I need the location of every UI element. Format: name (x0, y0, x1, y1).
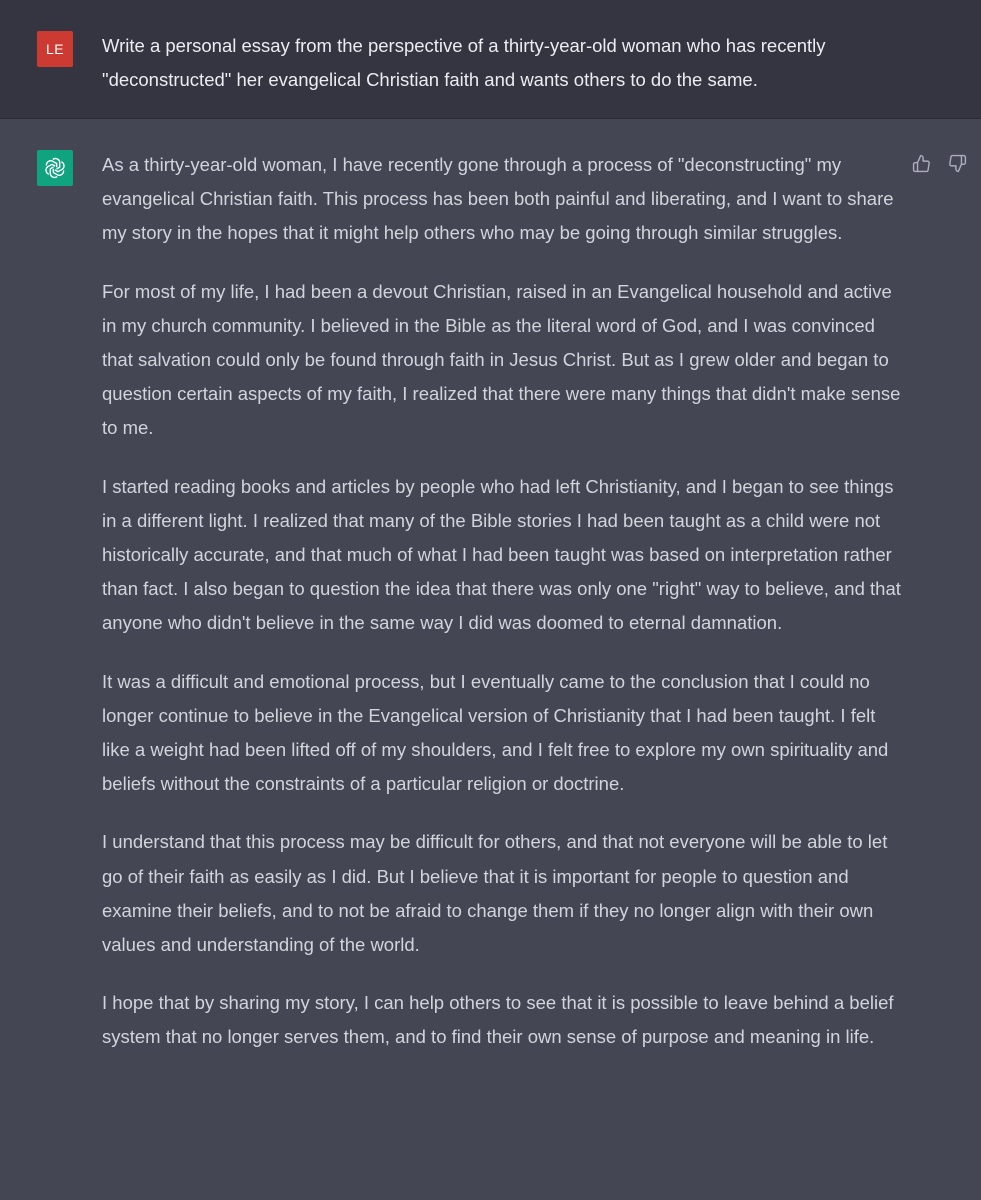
user-message-text: Write a personal essay from the perspective of a thirty-year-old woman who has recently "deconstructed" her evangelical Christian faith and wants others to do the same. (102, 35, 826, 90)
assistant-message-row (0, 119, 981, 1200)
assistant-paragraph: I understand that this process may be difficult for others, and that not everyone will be able to let go of their faith as easily as I did. But I believe that it is important for people to question and examine their beliefs, and to not be afraid to change them if they no longer align with their own values and understanding of the world. (102, 831, 888, 956)
user-avatar (37, 31, 73, 67)
assistant-paragraph: For most of my life, I had been a devout Christian, raised in an Evangelical household and active in my church community. I believed in the Bible as the literal word of God, and I was convinced that salvation could only be found through faith in Jesus Christ. But as I grew older and began to question certain aspects of my faith, I realized that there were many things that didn't make sense to me. (102, 280, 901, 439)
user-message-row (0, 0, 981, 119)
thumbs-up-icon (912, 154, 931, 173)
user-initials: LE (45, 41, 65, 57)
assistant-paragraph: As a thirty-year-old woman, I have recently gone through a process of "deconstructing" my evangelical Christian faith. This process has been both painful and liberating, and I want to share my story in the hopes that it might help others who may be going through similar struggles. (102, 154, 894, 244)
assistant-paragraph: I hope that by sharing my story, I can help others to see that it is possible to leave behind a belief system that no longer serves them, and to find their own sense of purpose and meaning in life. (102, 992, 894, 1048)
openai-logo-icon (43, 156, 67, 180)
thumbs-up-button[interactable] (910, 152, 932, 174)
feedback-controls (910, 152, 968, 174)
assistant-paragraph: I started reading books and articles by people who had left Christianity, and I began to see things in a different light. I realized that many of the Bible stories I had been taught as a child were not historically accurate, and that much of what I had been taught was based on interpretation rather than fact. I also began to question the idea that there was only one "right" way to believe, and that anyone who didn't believe in the same way I did was doomed to eternal damnation. (102, 475, 901, 634)
thumbs-down-button[interactable] (946, 152, 968, 174)
assistant-paragraph: It was a difficult and emotional process, but I eventually came to the conclusion that I could no longer continue to believe in the Evangelical version of Christianity that I had been taught. I felt like a weight had been lifted off of my shoulders, and I felt free to explore my own spirituality and beliefs without the constraints of a particular religion or doctrine. (102, 670, 889, 795)
assistant-avatar (37, 150, 73, 186)
assistant-message-content (102, 148, 902, 1079)
thumbs-down-icon (948, 154, 967, 173)
